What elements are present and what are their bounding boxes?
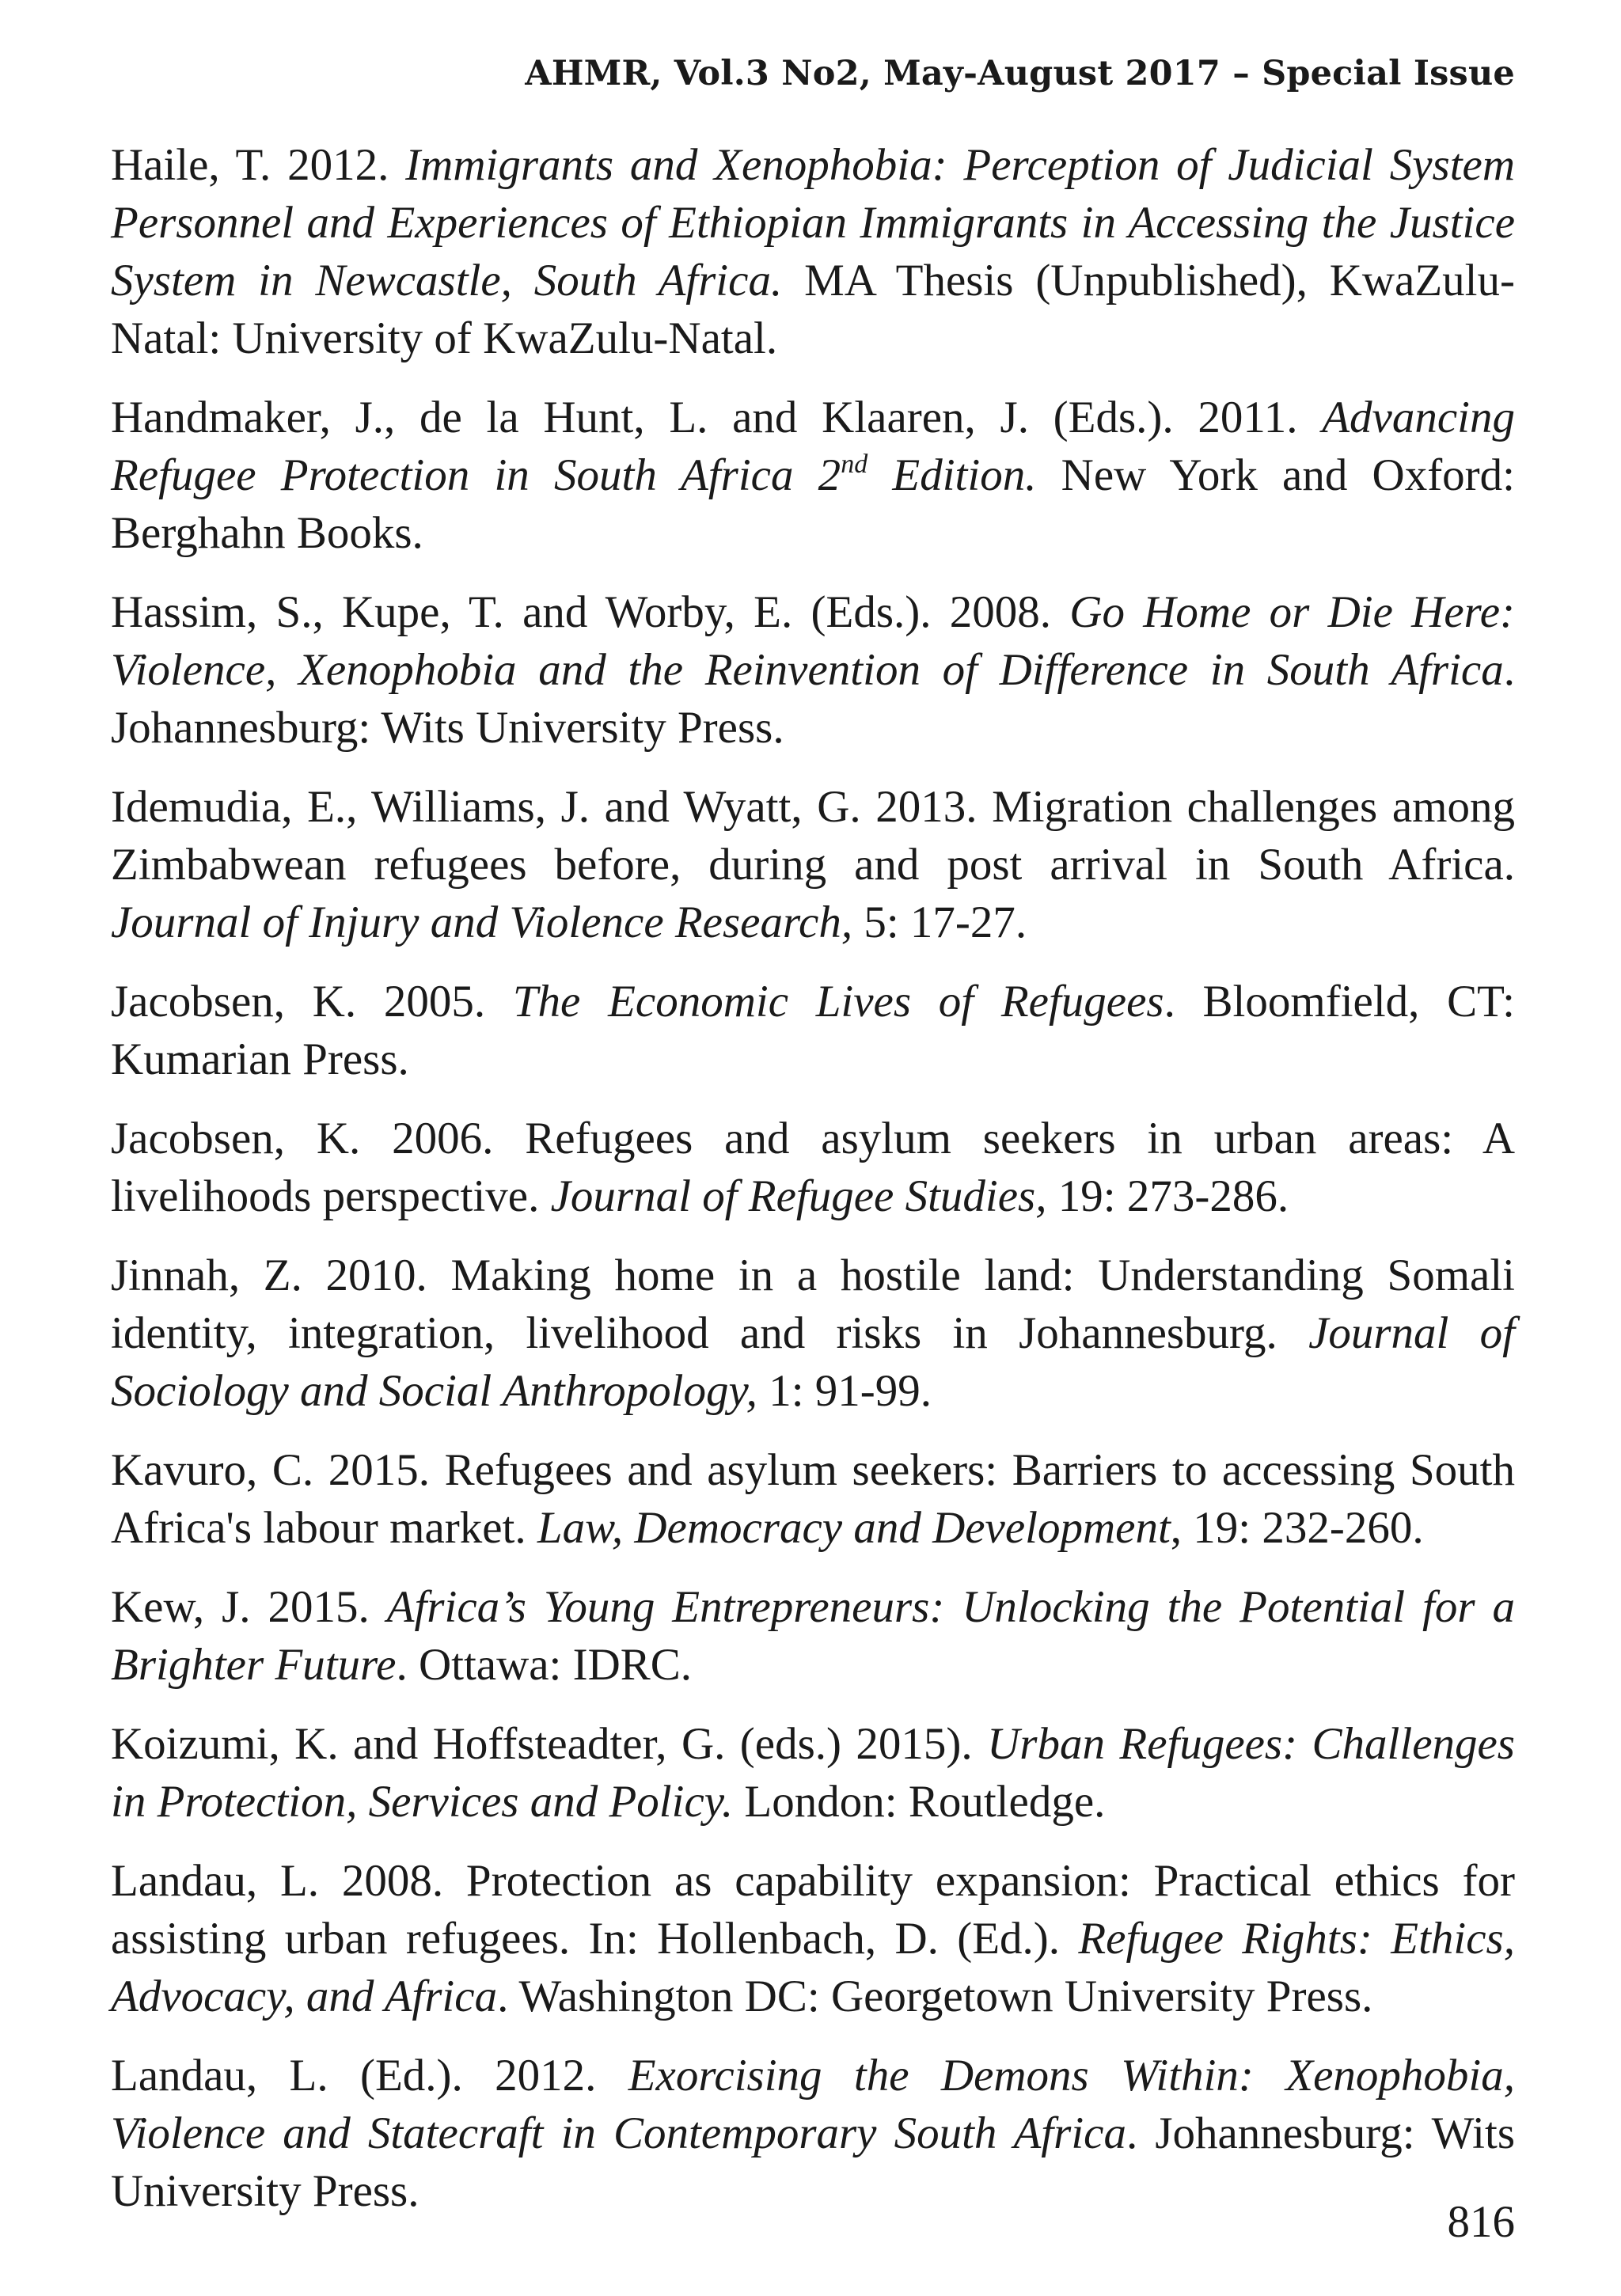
reference-publication: . Ottawa: IDRC.: [396, 1640, 693, 1690]
reference-publication: . Johannesburg: Wits University Press.: [111, 645, 1515, 753]
reference-publication: New York and Oxford: Berghahn Books.: [111, 450, 1515, 558]
page: [111, 0, 1515, 2296]
reference-publication: MA Thesis (Unpublished), KwaZulu-Natal: University of KwaZulu-Natal.: [111, 256, 1515, 363]
reference-publication: 5: 17-27.: [852, 898, 1027, 947]
reference-authors-year: Handmaker, J., de la Hunt, L. and Klaaren, J. (Eds.). 2011.: [111, 393, 1323, 442]
reference-item: [111, 136, 1515, 367]
reference-item: [111, 1110, 1515, 1225]
reference-authors-year: Kew, J. 2015.: [111, 1582, 387, 1632]
reference-authors-year: Jacobsen, K. 2005.: [111, 977, 513, 1027]
reference-title: Exorcising the Demons Within: Xenophobia, Violence and Statecraft in Contemporary South Africa: [111, 2051, 1515, 2158]
reference-publication: , 19: 232-260.: [1170, 1503, 1424, 1553]
reference-publication: 1: 91-99.: [757, 1366, 932, 1416]
reference-item: [111, 583, 1515, 757]
reference-item: [111, 973, 1515, 1088]
reference-authors-year: Koizumi, K. and Hoffsteadter, G. (eds.) 2015).: [111, 1719, 988, 1769]
reference-item: [111, 1578, 1515, 1694]
reference-authors-year: Jinnah, Z. 2010. Making home in a hostile land: Understanding Somali identity, integration, livelihood and risks in Johannesburg.: [111, 1250, 1515, 1358]
reference-title: Urban Refugees: Challenges in Protection, Services and Policy.: [111, 1719, 1515, 1827]
reference-list: [111, 136, 1515, 2241]
reference-title-part: Advancing Refugee Protection in South Africa 2: [111, 393, 1515, 500]
reference-item: [111, 1715, 1515, 1831]
reference-title: Immigrants and Xenophobia: Perception of Judicial System Personnel and Experiences of Ethiopian Immigrants in Accessing the Justice System in Newcastle, South Africa.: [111, 140, 1515, 306]
reference-title-part: Edition.: [867, 450, 1037, 500]
reference-publication: . Bloomfield, CT: Kumarian Press.: [111, 977, 1515, 1084]
reference-authors-year: Haile, T. 2012.: [111, 140, 406, 190]
reference-item: [111, 778, 1515, 951]
reference-publication: 19: 273-286.: [1046, 1171, 1289, 1221]
reference-item: [111, 1441, 1515, 1557]
reference-authors-year: Idemudia, E., Williams, J. and Wyatt, G. 2013. Migration challenges among Zimbabwean refugees before, during and post arrival in South Africa.: [111, 782, 1515, 890]
reference-publication: . Johannesburg: Wits University Press.: [111, 2108, 1516, 2216]
reference-title: Africa’s Young Entrepreneurs: Unlocking the Potential for a Brighter Future: [111, 1582, 1516, 1690]
reference-title: The Economic Lives of Refugees: [512, 977, 1164, 1027]
reference-title: Journal of Injury and Violence Research,: [111, 898, 853, 947]
reference-authors-year: Kavuro, C. 2015. Refugees and asylum seekers: Barriers to accessing South Africa's labour market.: [111, 1445, 1515, 1553]
reference-title: Journal of Refugee Studies,: [550, 1171, 1047, 1221]
page-number: 816: [1447, 2197, 1515, 2247]
ordinal-superscript: nd: [841, 450, 868, 479]
reference-title: Journal of Sociology and Social Anthropology,: [111, 1308, 1516, 1416]
reference-publication: . Washington DC: Georgetown University Press.: [497, 1972, 1373, 2021]
reference-authors-year: Landau, L. (Ed.). 2012.: [111, 2051, 628, 2101]
reference-title: Refugee Rights: Ethics, Advocacy, and Africa: [111, 1914, 1515, 2021]
reference-item: [111, 1247, 1515, 1420]
reference-item: [111, 2047, 1515, 2220]
reference-item: [111, 389, 1515, 562]
reference-title: Law, Democracy and Development: [537, 1503, 1171, 1553]
reference-item: [111, 1852, 1515, 2025]
reference-publication: London: Routledge.: [733, 1777, 1106, 1827]
reference-authors-year: Landau, L. 2008. Protection as capability expansion: Practical ethics for assisting urban refugees. In: Hollenbach, D. (Ed.).: [111, 1856, 1515, 1964]
reference-authors-year: Hassim, S., Kupe, T. and Worby, E. (Eds.). 2008.: [111, 587, 1070, 637]
running-header: AHMR, Vol.3 No2, May-August 2017 – Special Issue: [525, 54, 1515, 93]
reference-title: Go Home or Die Here: Violence, Xenophobia and the Reinvention of Difference in South Africa: [111, 587, 1515, 695]
reference-authors-year: Jacobsen, K. 2006. Refugees and asylum seekers in urban areas: A livelihoods perspective.: [111, 1114, 1515, 1221]
